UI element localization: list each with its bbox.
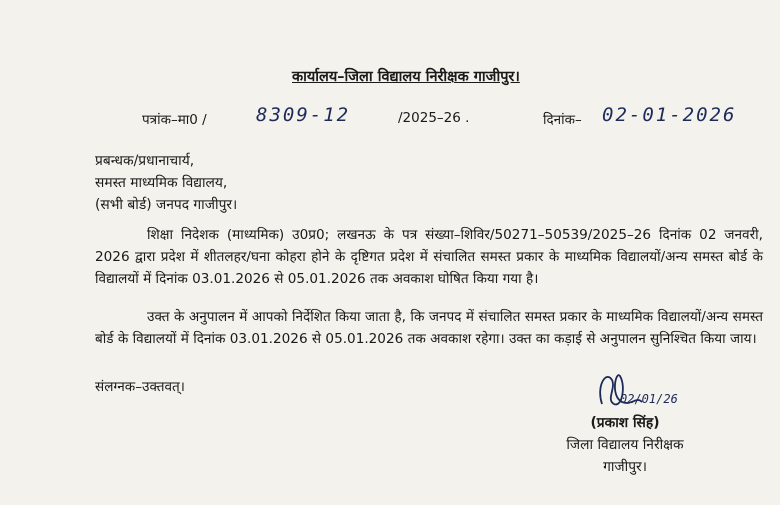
signatory-designation: जिला विद्यालय निरीक्षक [566, 437, 684, 453]
signature-scribble [592, 366, 662, 416]
patrank-suffix: /2025–26 . [398, 110, 470, 126]
addressee-line: प्रबन्धक/प्रधानाचार्य, [95, 153, 195, 169]
body-paragraph-2: उक्त के अनुपालन में आपको निर्देशित किया जाता है, कि जनपद में संचालित समस्त प्रकार के माध्यमिक विद्यालयों/अन्य समस्त बोर्ड के विद्यालयों में दिनांक 03.01.2026 से 05.01.2026 तक अवकाश रहेगा। उक्त का कड़ाई से अनुपालन सुनिश्चित किया जाय। [95, 309, 763, 347]
dinank-label: दिनांक– [543, 112, 582, 128]
signatory-place: गाजीपुर। [603, 459, 647, 475]
dinank-value: 02-01-2026 [602, 104, 737, 126]
office-title: कार्यालय–जिला विद्यालय निरीक्षक गाजीपुर। [292, 69, 520, 85]
addressee-line: समस्त माध्यमिक विद्यालय, [95, 175, 228, 191]
enclosure-note: संलग्नक–उक्तवत्। [95, 379, 185, 395]
signature-date: 02/01/26 [620, 392, 678, 406]
signatory-block [540, 412, 710, 478]
patrank-label: पत्रांक–मा0 / [142, 112, 207, 128]
addressee-block [95, 150, 237, 216]
signatory-name: (प्रकाश सिंह) [590, 415, 660, 431]
patrank-number: 8309-12 [256, 104, 351, 126]
addressee-line: (सभी बोर्ड) जनपद गाजीपुर। [95, 197, 238, 213]
body-paragraph-1: शिक्षा निदेशक (माध्यमिक) उ0प्र0; लखनऊ के पत्र संख्या–शिविर/50271–50539/2025–26 दिनांक 02 जनवरी, 2026 द्वारा प्रदेश में शीतलहर/घना कोहरा होने के दृष्टिगत प्रदेश में संचालित समस्त प्रकार के माध्यमिक विद्यालयों/अन्य समस्त बोर्ड के विद्यालयों में दिनांक 03.01.2026 से 05.01.2026 तक अवकाश घोषित किया गया है। [95, 227, 763, 287]
